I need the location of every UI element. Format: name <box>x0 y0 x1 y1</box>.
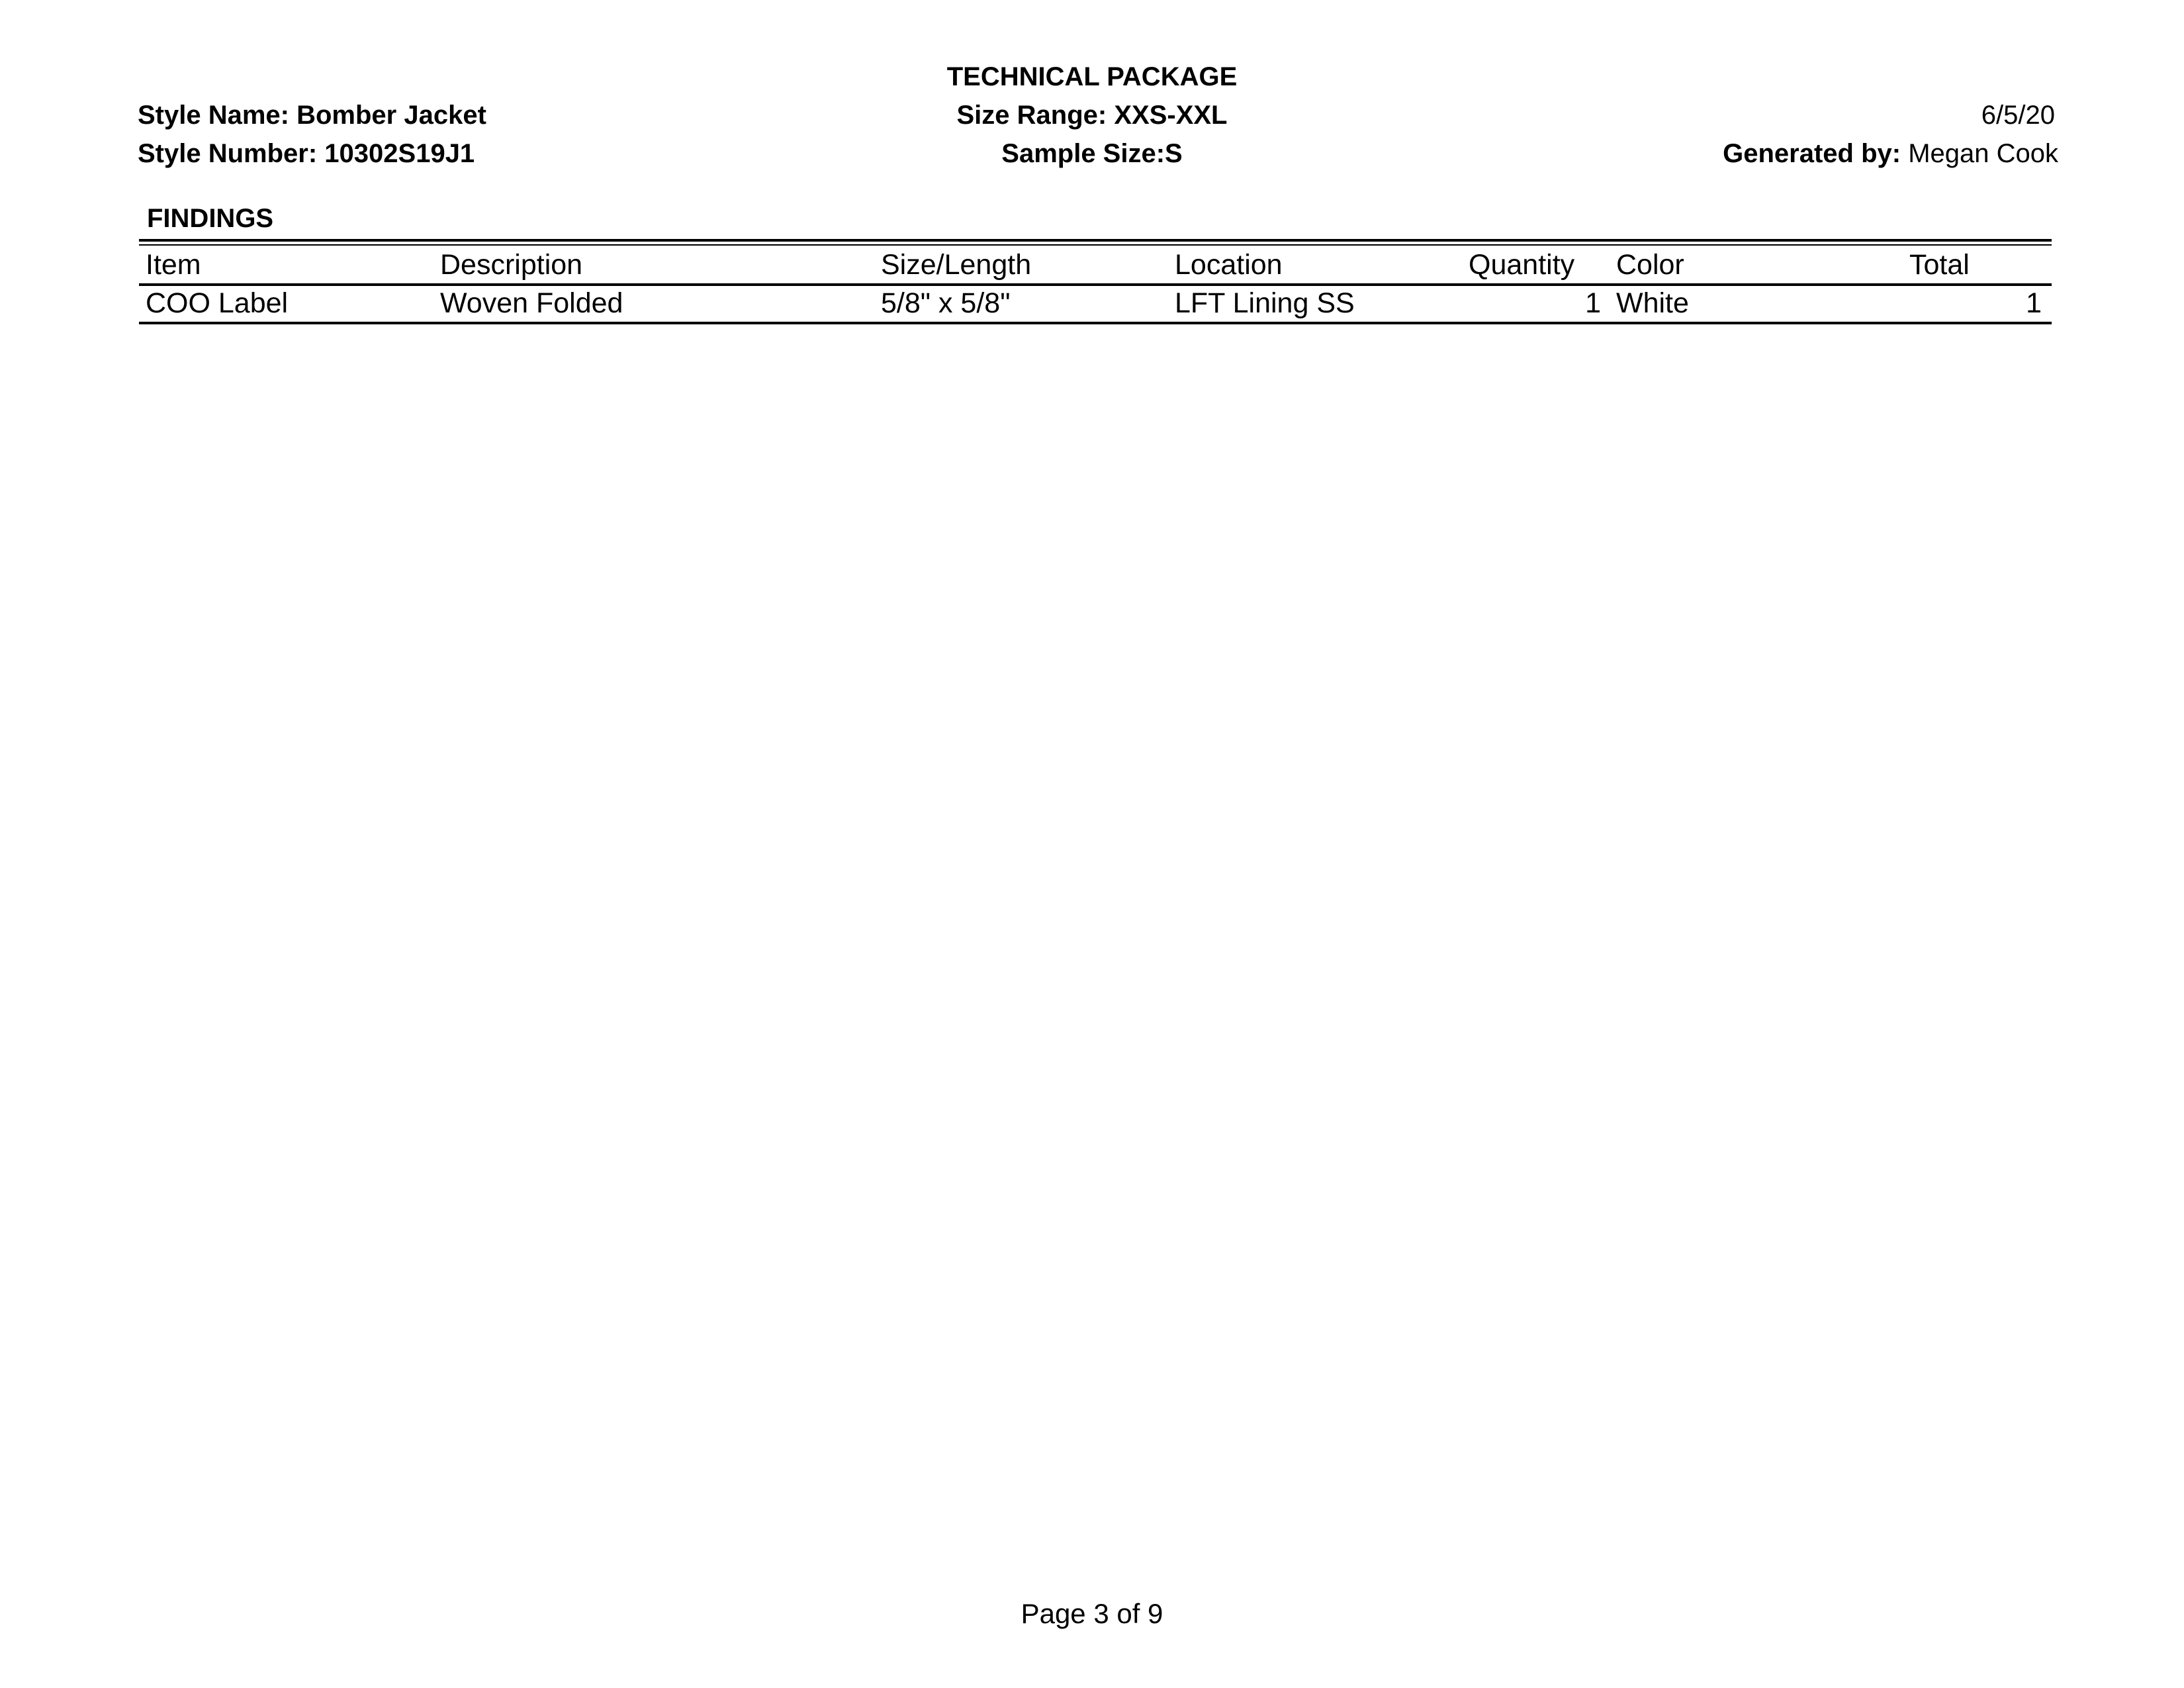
sample-size: Sample Size:S <box>1001 139 1183 168</box>
column-header-item: Item <box>146 249 201 281</box>
style-number: Style Number: 10302S19J1 <box>138 139 475 168</box>
style-name: Style Name: Bomber Jacket <box>138 101 486 130</box>
column-header-color: Color <box>1616 249 1684 281</box>
page-number: Page 3 of 9 <box>1021 1598 1163 1629</box>
document-date: 6/5/20 <box>1981 101 2055 130</box>
cell-quantity: 1 <box>1585 287 1601 319</box>
section-title-findings: FINDINGS <box>147 204 274 233</box>
document-title: TECHNICAL PACKAGE <box>946 62 1238 91</box>
cell-description: Woven Folded <box>440 287 623 319</box>
header-rule <box>139 283 2052 286</box>
row-rule <box>139 322 2052 324</box>
column-header-description: Description <box>440 249 583 281</box>
generated-by <box>1661 138 2058 169</box>
cell-item: COO Label <box>146 287 289 319</box>
section-rule-top <box>139 239 2052 242</box>
cell-size-length: 5/8" x 5/8" <box>881 287 1011 319</box>
column-header-quantity: Quantity <box>1469 249 1575 281</box>
cell-total: 1 <box>2026 287 2042 319</box>
size-range: Size Range: XXS-XXL <box>956 101 1228 130</box>
column-header-size-length: Size/Length <box>881 249 1032 281</box>
cell-location: LFT Lining SS <box>1175 287 1355 319</box>
cell-color: White <box>1616 287 1689 319</box>
column-header-total: Total <box>1909 249 1970 281</box>
column-header-location: Location <box>1175 249 1283 281</box>
generated-by-label: Generated by: <box>1723 139 1901 168</box>
generated-by-name: Megan Cook <box>1901 139 2058 168</box>
section-rule-bottom <box>139 244 2052 246</box>
